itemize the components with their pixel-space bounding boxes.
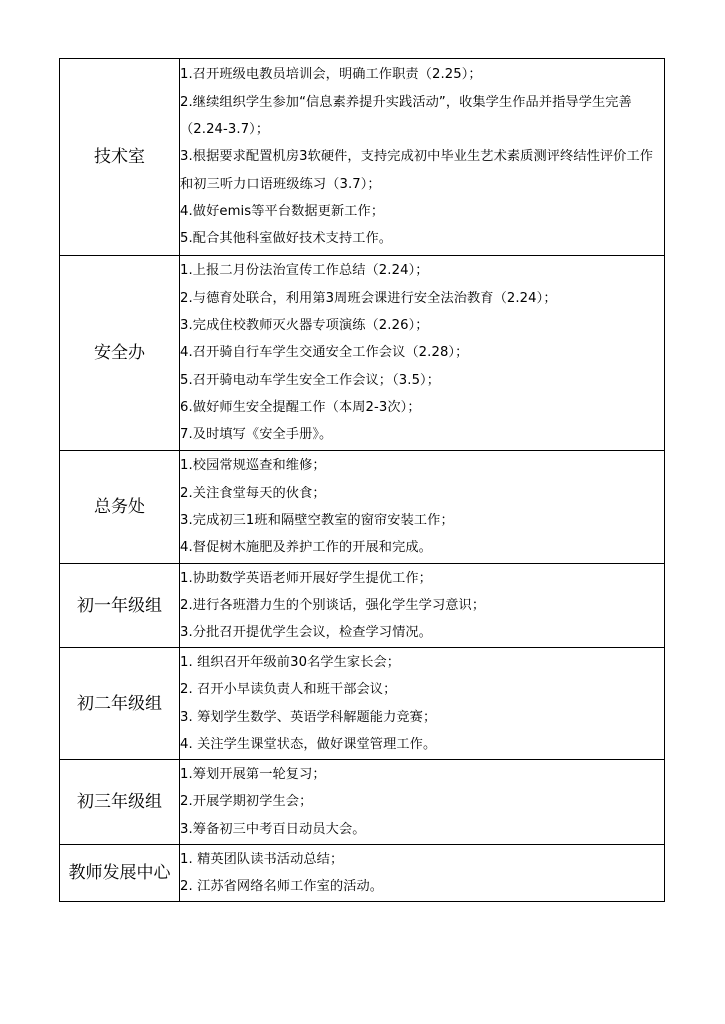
task-item: 2.关注食堂每天的伙食； (180, 485, 326, 501)
task-item: 1. 组织召开年级前30名学生家长会； (180, 654, 401, 670)
task-list-cell (180, 451, 665, 564)
task-item: 4.做好emis等平台数据更新工作； (180, 203, 385, 219)
table-row (60, 845, 665, 902)
work-plan-table (59, 58, 665, 902)
task-item: 2. 召开小早读负责人和班干部会议； (180, 682, 397, 698)
task-item: 3.筹备初三中考百日动员大会。 (180, 821, 366, 837)
table-row (60, 564, 665, 648)
task-item: 7.及时填写《安全手册》。 (180, 427, 333, 443)
task-item: 4.召开骑自行车学生交通安全工作会议（2.28）； (180, 345, 469, 361)
task-item: 4.督促树木施肥及养护工作的开展和完成。 (180, 540, 432, 556)
table-row (60, 451, 665, 564)
task-item: 1.协助数学英语老师开展好学生提优工作； (180, 570, 432, 586)
task-item: 3.分批召开提优学生会议，检查学习情况。 (180, 625, 432, 641)
task-item: 1.召开班级电教员培训会，明确工作职责（2.25）； (180, 67, 482, 83)
task-item: 2.开展学期初学生会； (180, 794, 313, 810)
department-cell: 教师发展中心 (60, 845, 180, 902)
task-item: 2.进行各班潜力生的个别谈话，强化学生学习意识； (180, 597, 486, 613)
task-list-cell (180, 648, 665, 760)
task-list-cell (180, 845, 665, 902)
task-item: 1.上报二月份法治宣传工作总结（2.24）； (180, 263, 429, 279)
task-list-cell (180, 760, 665, 845)
department-cell: 安全办 (60, 256, 180, 451)
task-list-cell (180, 564, 665, 648)
task-item: 2.与德育处联合，利用第3周班会课进行安全法治教育（2.24）； (180, 290, 557, 306)
task-item: 5.配合其他科室做好技术支持工作。 (180, 231, 393, 247)
task-item: 3.完成住校教师灭火器专项演练（2.26）； (180, 318, 429, 334)
table-row (60, 760, 665, 845)
department-cell: 初二年级组 (60, 648, 180, 760)
task-list-cell (180, 256, 665, 451)
department-cell: 技术室 (60, 59, 180, 256)
task-item: 1.筹划开展第一轮复习； (180, 767, 326, 783)
task-item: 3.根据要求配置机房3软硬件，支持完成初中毕业生艺术素质测评终结性评价工作和初三听力口语班级练习（3.7）； (180, 149, 654, 192)
task-item: 2. 江苏省网络名师工作室的活动。 (180, 879, 384, 894)
task-list-cell (180, 59, 665, 256)
task-item: 5.召开骑电动车学生安全工作会议；（3.5）； (180, 372, 441, 388)
department-cell: 初三年级组 (60, 760, 180, 845)
task-item: 4. 关注学生课堂状态，做好课堂管理工作。 (180, 736, 437, 752)
task-item: 6.做好师生安全提醒工作（本周2-3次）； (180, 399, 421, 415)
task-item: 3.完成初三1班和隔壁空教室的窗帘安装工作； (180, 513, 454, 528)
task-item: 1. 精英团队读书活动总结； (180, 851, 344, 867)
department-cell: 初一年级组 (60, 564, 180, 648)
task-item: 2.继续组织学生参加“信息素养提升实践活动”，收集学生作品并指导学生完善（2.24-3.7）； (180, 94, 632, 138)
department-cell: 总务处 (60, 451, 180, 564)
task-item: 1.校园常规巡查和维修； (180, 458, 326, 474)
table-row (60, 59, 665, 256)
table-row (60, 256, 665, 451)
table-row (60, 648, 665, 760)
task-item: 3. 筹划学生数学、英语学科解题能力竞赛； (180, 709, 437, 725)
